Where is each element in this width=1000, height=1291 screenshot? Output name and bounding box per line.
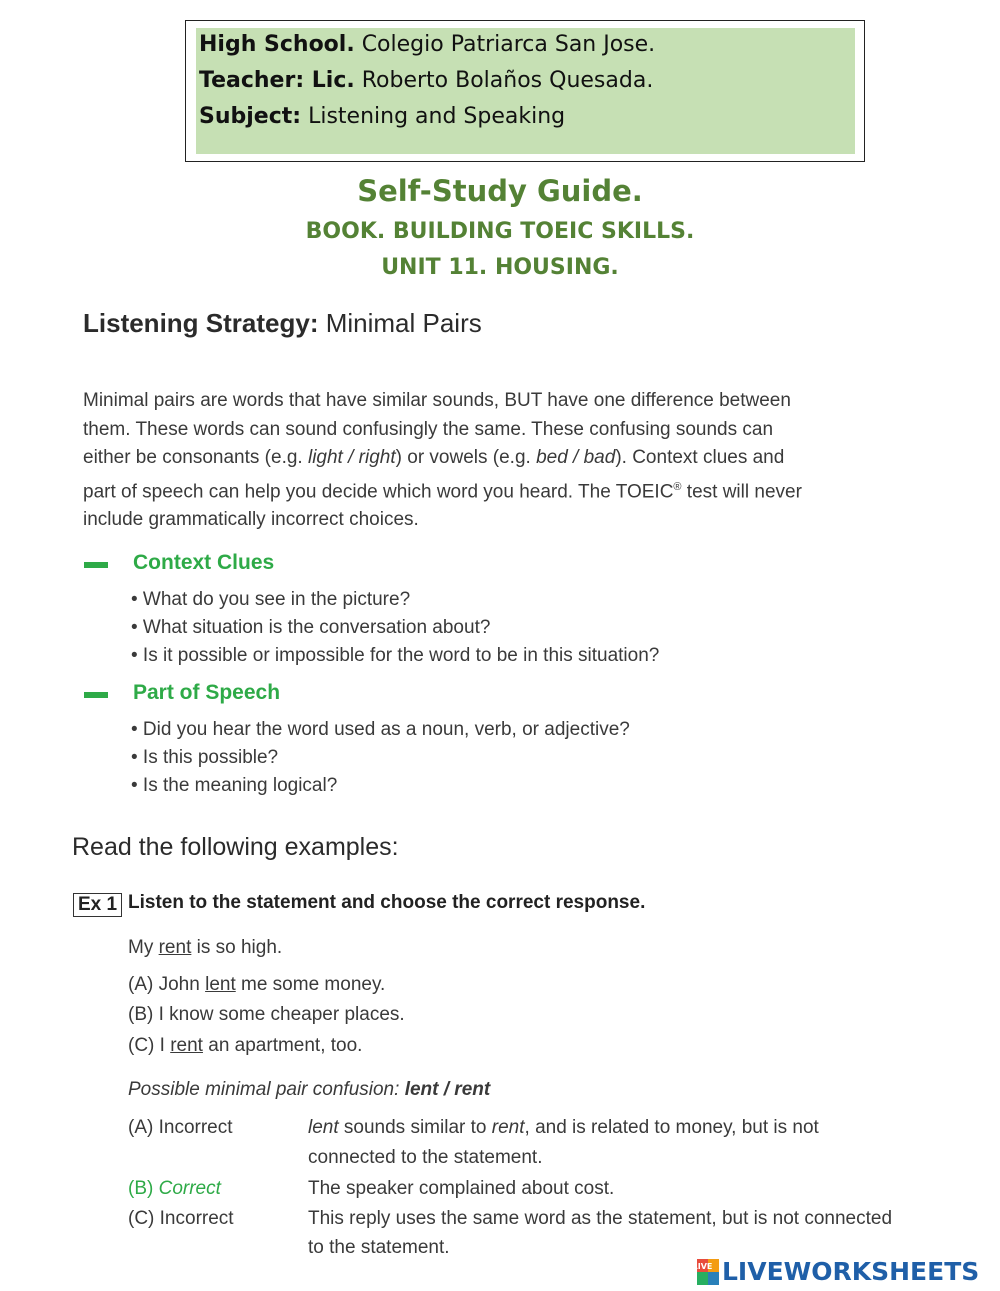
answer-b-label bbox=[128, 1178, 221, 1200]
answer-a-label: (A) Incorrect bbox=[128, 1117, 233, 1138]
teacher-label: Teacher: Lic. bbox=[199, 68, 355, 93]
answer-c-text-cont: to the statement. bbox=[308, 1237, 450, 1258]
dash-icon bbox=[84, 692, 108, 698]
option-a bbox=[128, 974, 385, 996]
intro-text: ). Context clues and bbox=[615, 447, 785, 468]
strategy-heading bbox=[83, 308, 482, 339]
statement-text: My bbox=[128, 937, 159, 958]
answer-a-text-cont: connected to the statement. bbox=[308, 1147, 543, 1168]
part-of-speech-heading: Part of Speech bbox=[133, 681, 281, 704]
strategy-label: Listening Strategy: bbox=[83, 308, 319, 338]
header-box bbox=[185, 20, 865, 162]
example-light-right: light / right bbox=[307, 447, 396, 468]
school-line bbox=[199, 32, 655, 57]
answer-c-label: (C) Incorrect bbox=[128, 1208, 234, 1229]
confusion-value: lent / rent bbox=[404, 1079, 491, 1100]
teacher-value: Roberto Bolaños Quesada. bbox=[354, 68, 654, 93]
answer-text: sounds similar to bbox=[338, 1117, 492, 1138]
part-of-speech-item: • Is this possible? bbox=[131, 747, 279, 768]
guide-title: Self-Study Guide. bbox=[357, 174, 643, 208]
unit-title: UNIT 11. HOUSING. bbox=[381, 255, 619, 280]
strategy-value: Minimal Pairs bbox=[318, 308, 482, 338]
part-of-speech-item: • Did you hear the word used as a noun, verb, or adjective? bbox=[131, 719, 630, 740]
statement-text: is so high. bbox=[191, 937, 283, 958]
subject-label: Subject: bbox=[199, 104, 302, 129]
option-text: an apartment, too. bbox=[202, 1035, 363, 1056]
intro-line: them. These words can sound confusingly the same. These confusing sounds can bbox=[83, 418, 774, 440]
school-label: High School. bbox=[199, 32, 355, 57]
intro-text: part of speech can help you decide which word you heard. The TOEIC bbox=[83, 480, 674, 502]
examples-heading: Read the following examples: bbox=[72, 833, 399, 861]
answer-b-letter: (B) bbox=[128, 1178, 159, 1199]
answer-italic: lent bbox=[308, 1117, 339, 1138]
school-value: Colegio Patriarca San Jose. bbox=[354, 32, 656, 57]
option-text: (A) John bbox=[128, 974, 206, 995]
context-clue-item: • What do you see in the picture? bbox=[131, 589, 411, 610]
statement-underlined: rent bbox=[158, 937, 192, 958]
option-text: me some money. bbox=[235, 974, 386, 995]
intro-text: either be consonants (e.g. bbox=[83, 447, 308, 468]
live-icon bbox=[692, 1259, 719, 1285]
icon-letter: LIVE bbox=[692, 1262, 713, 1271]
dash-icon bbox=[84, 562, 108, 568]
option-underlined: rent bbox=[170, 1035, 203, 1056]
teacher-line bbox=[199, 68, 653, 93]
answer-text: , and is related to money, but is not bbox=[524, 1117, 819, 1138]
liveworksheets-logo bbox=[692, 1257, 993, 1287]
example-badge: Ex 1 bbox=[73, 893, 122, 917]
option-c bbox=[128, 1035, 362, 1057]
answer-b-correct: Correct bbox=[158, 1178, 221, 1199]
intro-line: Minimal pairs are words that have similar sounds, BUT have one difference between bbox=[83, 390, 791, 411]
confusion-label: Possible minimal pair confusion: bbox=[128, 1079, 405, 1100]
intro-line: include grammatically incorrect choices. bbox=[83, 509, 419, 531]
option-underlined: lent bbox=[205, 974, 236, 995]
context-clues-heading: Context Clues bbox=[133, 551, 275, 574]
subject-line bbox=[199, 104, 565, 129]
intro-paragraph bbox=[83, 387, 843, 535]
option-b: (B) I know some cheaper places. bbox=[128, 1004, 405, 1025]
example-instruction: Listen to the statement and choose the correct response. bbox=[128, 892, 646, 913]
intro-text: ) or vowels (e.g. bbox=[395, 447, 537, 468]
book-title: BOOK. BUILDING TOEIC SKILLS. bbox=[305, 219, 695, 244]
intro-line bbox=[83, 473, 843, 507]
answer-a-text bbox=[308, 1117, 819, 1139]
answer-b-text: The speaker complained about cost. bbox=[308, 1178, 615, 1199]
context-clue-item: • What situation is the conversation about? bbox=[131, 617, 491, 638]
registered-mark: ® bbox=[673, 480, 682, 493]
brand-name: LIVEWORKSHEETS bbox=[722, 1257, 980, 1286]
confusion-line bbox=[128, 1079, 490, 1101]
statement bbox=[128, 937, 282, 959]
subject-value: Listening and Speaking bbox=[301, 104, 566, 129]
example-bed-bad: bed / bad bbox=[536, 447, 616, 468]
option-text: (C) I bbox=[128, 1035, 171, 1056]
part-of-speech-item: • Is the meaning logical? bbox=[131, 775, 338, 796]
answer-italic: rent bbox=[491, 1117, 525, 1138]
context-clue-item: • Is it possible or impossible for the word to be in this situation? bbox=[131, 645, 660, 666]
answer-c-text: This reply uses the same word as the statement, but is not connected bbox=[308, 1208, 893, 1229]
intro-line bbox=[83, 444, 843, 473]
intro-text: test will never bbox=[681, 480, 802, 502]
